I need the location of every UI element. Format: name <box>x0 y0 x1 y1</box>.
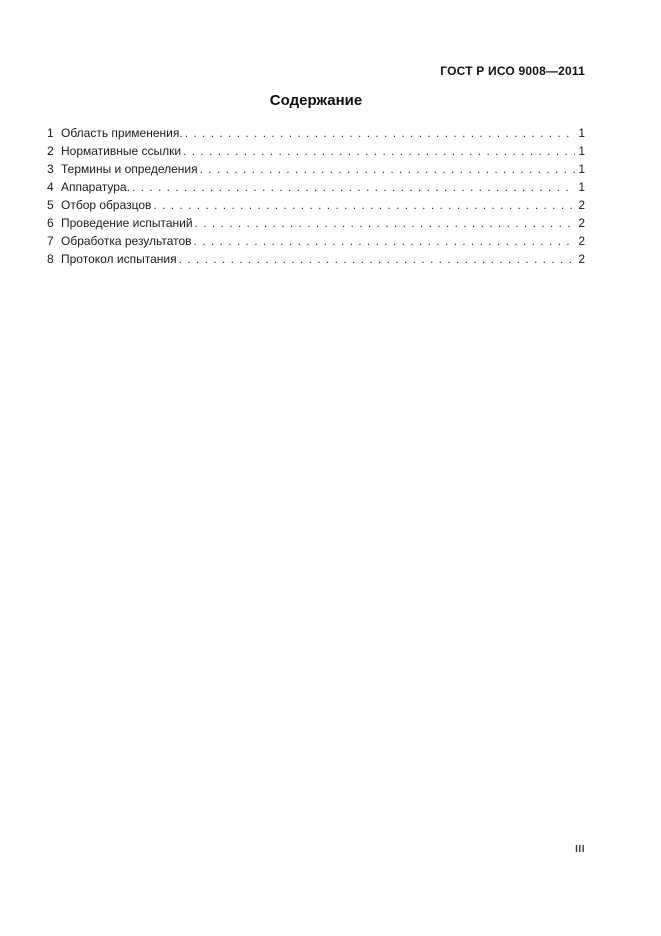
toc-entry <box>47 250 585 268</box>
toc-entry <box>47 232 585 250</box>
toc-entry-number: 5 <box>47 198 54 212</box>
toc-entry <box>47 124 585 142</box>
toc-dot-leader <box>200 160 576 178</box>
standard-reference-header: ГОСТ Р ИСО 9008—2011 <box>440 64 585 78</box>
toc-entry-number: 1 <box>47 126 54 140</box>
toc-entry-page: 1 <box>578 126 585 140</box>
toc-dot-leader <box>194 232 576 250</box>
toc-entry-label: Проведение испытаний <box>61 216 193 230</box>
toc-entry-label: Аппаратура. <box>61 180 130 194</box>
toc-dot-leader <box>185 124 576 142</box>
toc-entry <box>47 178 585 196</box>
toc-dot-leader <box>195 214 576 232</box>
toc-entry-label: Термины и определения <box>61 162 198 176</box>
toc-entry-number: 3 <box>47 162 54 176</box>
page-title: Содержание <box>269 92 363 109</box>
toc-entry-number: 8 <box>47 252 54 266</box>
toc-entry <box>47 160 585 178</box>
toc-entry-page: 2 <box>578 252 585 266</box>
toc-entry-label: Нормативные ссылки <box>61 144 182 158</box>
toc-dot-leader <box>179 250 576 268</box>
toc-entry-page: 1 <box>578 144 585 158</box>
toc-entry-page: 2 <box>578 234 585 248</box>
table-of-contents <box>47 124 585 268</box>
toc-dot-leader <box>132 178 575 196</box>
toc-entry-label: Область применения. <box>61 126 183 140</box>
toc-entry <box>47 214 585 232</box>
folio-page-number: III <box>575 844 585 855</box>
toc-entry-number: 4 <box>47 180 54 194</box>
toc-entry <box>47 142 585 160</box>
toc-dot-leader <box>153 196 575 214</box>
toc-entry-page: 2 <box>578 198 585 212</box>
toc-entry <box>47 196 585 214</box>
toc-entry-page: 2 <box>578 216 585 230</box>
toc-entry-page: 1 <box>578 180 585 194</box>
toc-entry-page: 1 <box>578 162 585 176</box>
toc-entry-label: Отбор образцов <box>61 198 152 212</box>
toc-dot-leader <box>183 142 575 160</box>
toc-entry-number: 2 <box>47 144 54 158</box>
toc-entry-number: 6 <box>47 216 54 230</box>
toc-entry-label: Обработка результатов <box>61 234 192 248</box>
toc-entry-number: 7 <box>47 234 54 248</box>
toc-entry-label: Протокол испытания <box>61 252 177 266</box>
